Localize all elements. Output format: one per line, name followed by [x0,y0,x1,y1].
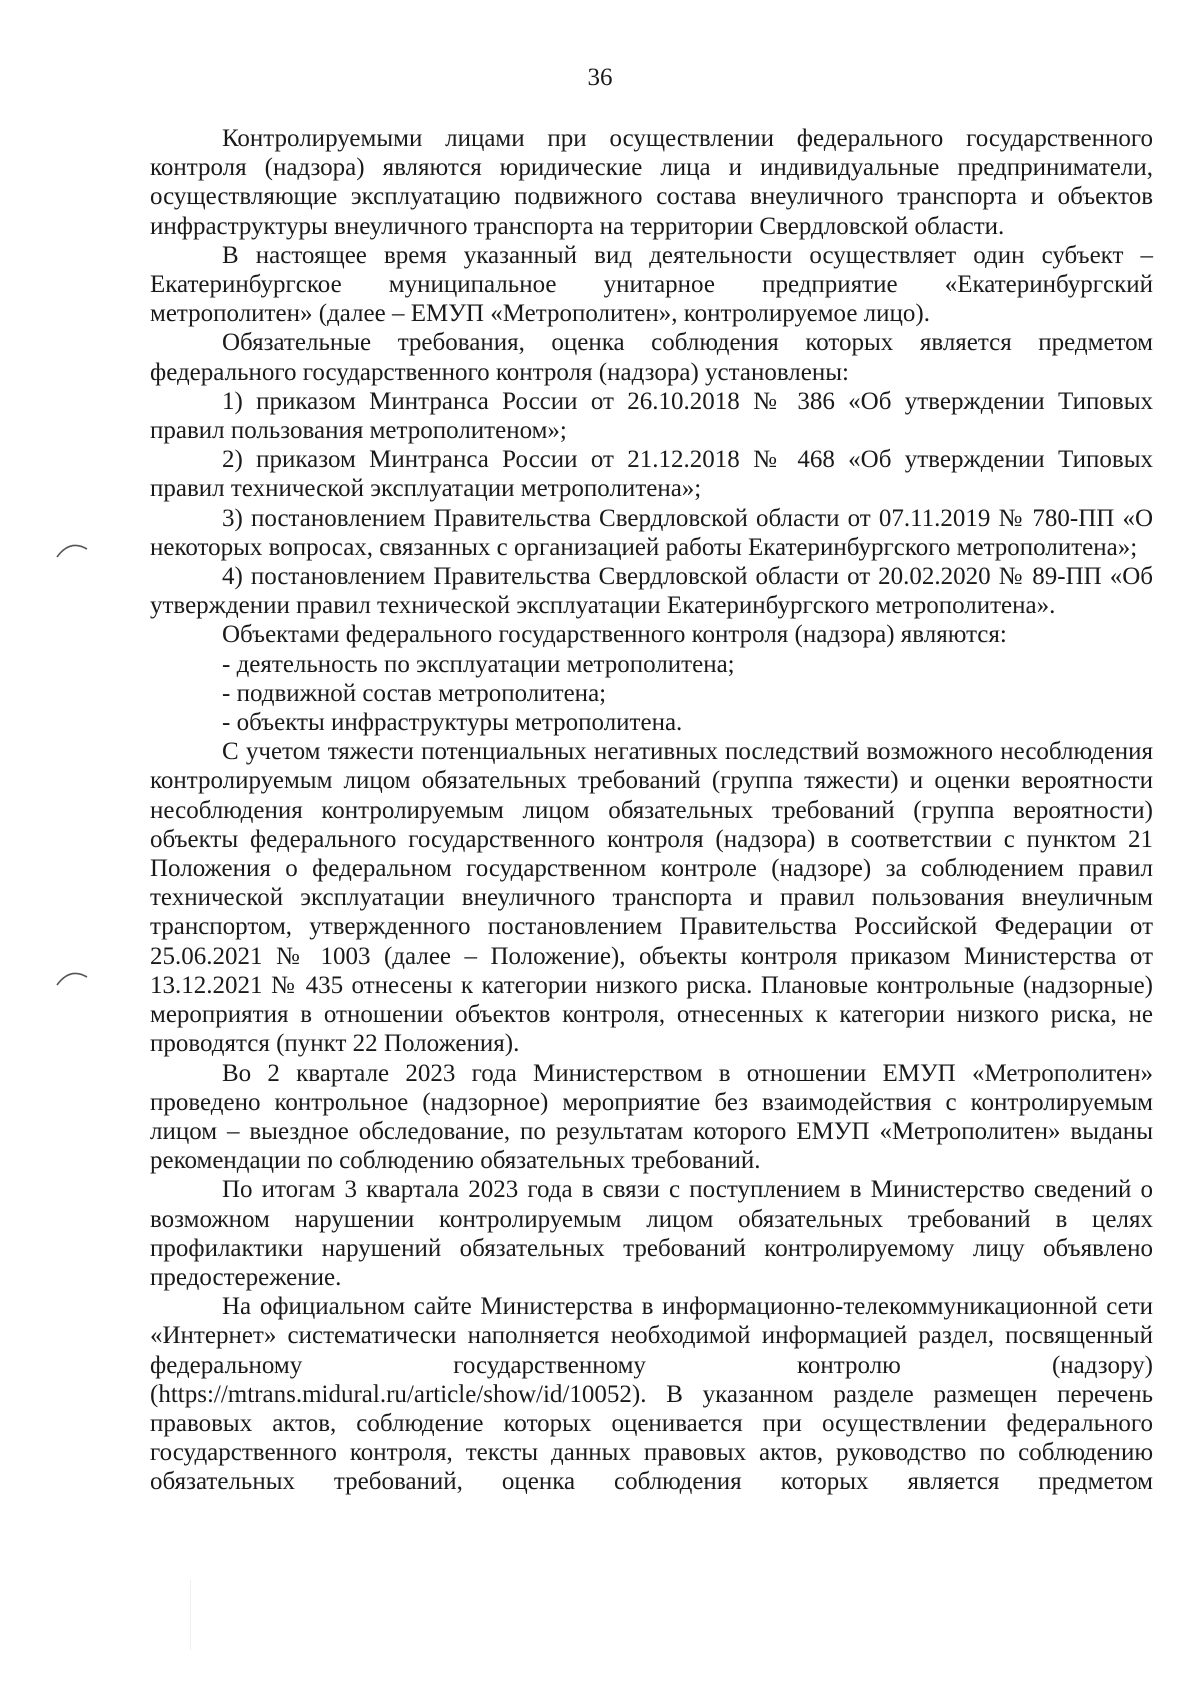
scan-artifact-line [190,1580,191,1650]
list-item-infrastructure: - объекты инфраструктуры метрополитена. [222,709,683,737]
paragraph-risk-category: С учетом тяжести потенциальных негативных последствий возможного несоблюдения контролируемым лицом обязательных требований (группа тяжести) и оценки вероятности несоблюдения контролируемым лицом обязательных требований (группа вероятности) объекты федерального государственного контроля (надзора) в соответствии с пунктом 21 Положения о федеральном государственном контроле (надзоре) за соблюдением правил технической эксплуатации внеуличного транспорта и правил пользования внеуличным транспортом, утвержденного постановлением Правительства Российской Федерации от 25.06.2021 № 1003 (далее – Положение), объекты контроля приказом Министерства от 13.12.2021 № 435 отнесены к категории низкого риска. Плановые контрольные (надзорные) мероприятия в отношении объектов контроля, отнесенных к категории низкого риска, не проводятся (пункт 22 Положения). [150,738,1153,1058]
paragraph-control-objects: Объектами федерального государственного контроля (надзора) являются: [222,621,1007,649]
list-item-order-386: 1) приказом Минтранса России от 26.10.2018 № 386 «Об утверждении Типовых правил пользования метрополитеном»; [150,387,1153,445]
paragraph-q2-inspection: Во 2 квартале 2023 года Министерством в отношении ЕМУП «Метрополитен» проведено контрольное (надзорное) мероприятие без взаимодействия с контролируемым лицом – выездное обследование, по результатам которого ЕМУП «Метрополитен» выданы рекомендации по соблюдению обязательных требований. [150,1059,1153,1175]
list-item-resolution-89: 4) постановлением Правительства Свердловской области от 20.02.2020 № 89-ПП «Об утверждении правил технической эксплуатации Екатеринбургского метрополитена». [150,563,1153,620]
list-item-order-468: 2) приказом Минтранса России от 21.12.2018 № 468 «Об утверждении Типовых правил технической эксплуатации метрополитена»; [150,446,1153,503]
margin-punch-mark-icon [54,965,90,987]
list-item-operation-activity: - деятельность по эксплуатации метрополитена; [222,650,735,678]
paragraph-official-website: На официальном сайте Министерства в информационно-телекоммуникационной сети «Интернет» систематически наполняется необходимой информацией раздел, посвященный федеральному государственному контролю (надзору) (https://mtrans.midural.ru/article/show/id/10052). В указанном разделе размещен перечень правовых актов, соблюдение которых оценивается при осуществлении федерального государственного контроля, тексты данных правовых актов, руководство по соблюдению обязательных требований, оценка соблюдения которых является предметом [150,1293,1153,1496]
paragraph-q3-warning: По итогам 3 квартала 2023 года в связи с поступлением в Министерство сведений о возможном нарушении контролируемым лицом обязательных требований в целях профилактики нарушений обязательных требований контролируемому лицу объявлено предостережение. [150,1176,1153,1291]
paragraph-current-subject: В настоящее время указанный вид деятельности осуществляет один субъект – Екатеринбургское муниципальное унитарное предприятие «Екатеринбургский метрополитен» (далее – ЕМУП «Метрополитен», контролируемое лицо). [150,241,1153,328]
margin-punch-mark-icon [54,537,90,559]
document-body [150,124,1153,1497]
list-item-resolution-780: 3) постановлением Правительства Свердловской области от 07.11.2019 № 780-ПП «О некоторых вопросах, связанных с организацией работы Екатеринбургского метрополитена»; [150,504,1153,561]
paragraph-mandatory-requirements: Обязательные требования, оценка соблюдения которых является предметом федерального государственного контроля (надзора) установлены: [150,329,1153,386]
paragraph-controlled-persons: Контролируемыми лицами при осуществлении федерального государственного контроля (надзора) являются юридические лица и индивидуальные предприниматели, осуществляющие эксплуатацию подвижного состава внеуличного транспорта и объектов инфраструктуры внеуличного транспорта на территории Свердловской области. [150,125,1153,240]
list-item-rolling-stock: - подвижной состав метрополитена; [222,679,607,707]
page-number: 36 [587,64,613,91]
